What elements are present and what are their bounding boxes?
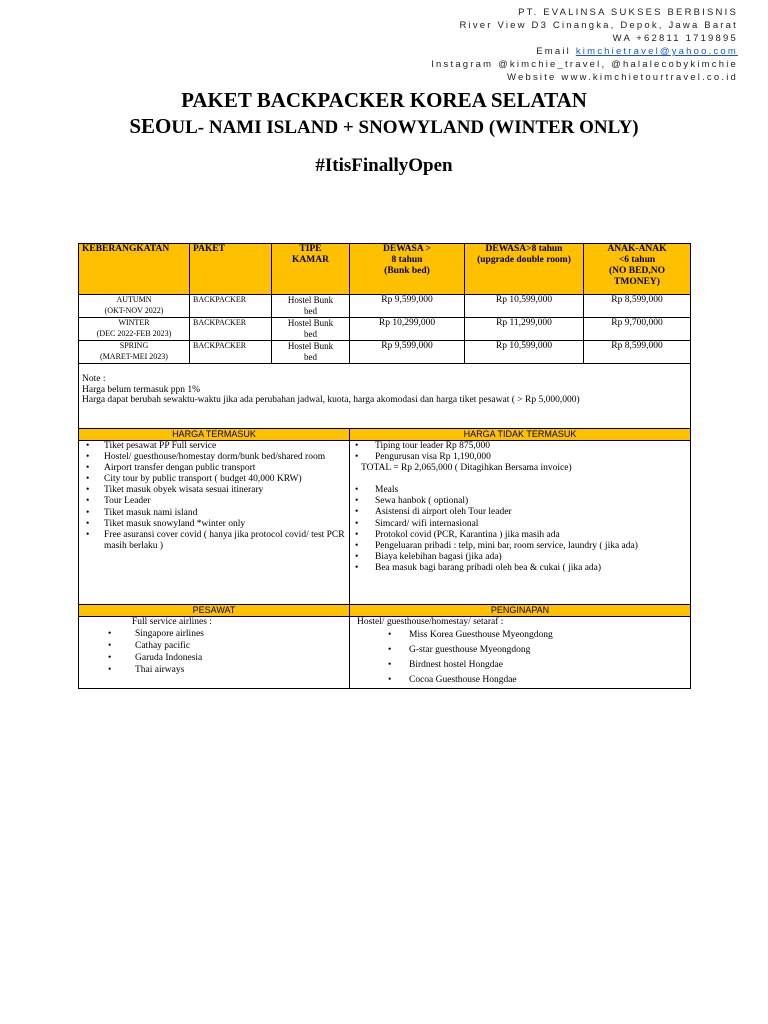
season-name: WINTER: [118, 318, 150, 327]
header-dewasa: [350, 244, 465, 295]
header-keberangkatan: KEBERANGKATAN: [79, 244, 190, 295]
list-item: • Sewa hanbok ( optional): [375, 496, 687, 507]
company-instagram: Instagram @kimchie_travel, @halalecobykimchie: [431, 59, 738, 70]
included-cell: [79, 441, 350, 605]
season-period: (MARET-MEI 2023): [100, 351, 168, 361]
accommodation-intro: Hostel/ guesthouse/homestay/ setaraf :: [357, 617, 504, 627]
included-header-row: [79, 429, 691, 441]
flight-title: PESAWAT: [79, 605, 350, 617]
header-anak-line1: ANAK-ANAK: [607, 244, 667, 254]
list-item: • G-star guesthouse Myeongdong: [409, 643, 687, 658]
page-title: PAKET BACKPACKER KOREA SELATAN: [181, 88, 587, 112]
included-list: [82, 441, 346, 552]
company-email-line: [431, 45, 738, 58]
list-item: • Protokol covid (PCR, Karantina ) jika masih ada: [375, 530, 687, 541]
list-item: • Tiket masuk nami island: [104, 508, 346, 519]
note-row: [79, 364, 691, 429]
email-link[interactable]: kimchietravel@yahoo.com: [575, 46, 738, 57]
list-item: • Biaya kelebihan bagasi (jika ada): [375, 552, 687, 563]
price-dewasa: Rp 9,599,000: [350, 295, 465, 318]
season-name: AUTUMN: [116, 295, 152, 304]
list-item: • Tiket masuk obyek wisata sesuai itinerary: [104, 485, 346, 496]
flight-cell: [79, 617, 350, 689]
kamar-cell: [272, 341, 350, 364]
company-address: River View D3 Cinangka, Depok, Jawa Barat: [459, 20, 738, 31]
subtitle-part-b: UL- NAMI ISLAND + SNOWYLAND (WINTER ONLY): [171, 117, 639, 138]
subtitle-part-a: SEO: [129, 114, 172, 138]
list-item: • Thai airways: [135, 664, 346, 676]
season-name: SPRING: [119, 341, 149, 350]
page-subtitle: [0, 114, 768, 139]
company-whatsapp: WA +62811 1719895: [612, 33, 738, 44]
table-row: [79, 341, 691, 364]
kamar-line2: bed: [304, 351, 317, 362]
header-dewasa-line3: (Bunk bed): [384, 266, 430, 276]
price-dewasa: Rp 10,299,000: [350, 318, 465, 341]
header-upgrade: [465, 244, 584, 295]
season-cell: [79, 341, 190, 364]
kamar-line1: Hostel Bunk: [287, 295, 334, 305]
kamar-line1: Hostel Bunk: [287, 318, 334, 328]
excluded-list: [353, 485, 687, 574]
header-upgrade-line2: (upgrade double room): [477, 255, 571, 265]
note-label: Note :: [82, 374, 106, 384]
paket-cell: BACKPACKER: [190, 295, 272, 318]
list-item: • Cocoa Guesthouse Hongdae: [409, 673, 687, 688]
list-item: • Tiket masuk snowyland *winter only: [104, 519, 346, 530]
email-label: Email: [536, 46, 571, 57]
company-name: PT. EVALINSA SUKSES BERBISNIS: [518, 7, 738, 18]
list-item: • City tour by public transport ( budget 40,000 KRW): [104, 474, 346, 485]
list-item: • Pengurusan visa Rp 1,190,000: [375, 452, 687, 463]
list-item: • Miss Korea Guesthouse Myeongdong: [409, 628, 687, 643]
transport-header-row: [79, 605, 691, 617]
header-anak-line4: TMONEY): [614, 277, 660, 287]
hashtag: #ItisFinallyOpen: [315, 155, 453, 176]
company-website: Website www.kimchietourtravel.co.id: [507, 72, 738, 83]
list-item: • Simcard/ wifi internasional: [375, 519, 687, 530]
excluded-cell: [350, 441, 691, 605]
list-item: • Meals: [375, 485, 687, 496]
hotel-list: [353, 628, 687, 688]
excluded-fees-list: [353, 441, 687, 463]
header-anak-line3: (NO BED,NO: [609, 266, 665, 276]
header-anak: [584, 244, 691, 295]
airline-list: [82, 628, 346, 676]
price-upgrade: Rp 11,299,000: [465, 318, 584, 341]
accommodation-title: PENGINAPAN: [350, 605, 691, 617]
list-item: • Hostel/ guesthouse/homestay dorm/bunk bed/shared room: [104, 452, 346, 463]
note-line-1: Harga belum termasuk ppn 1%: [82, 384, 201, 395]
header-dewasa-line1: DEWASA >: [383, 244, 431, 254]
list-item: • Bea masuk bagi barang pribadi oleh bea & cukai ( jika ada): [375, 563, 687, 574]
list-item: • Pengeluaran pribadi : telp, mini bar, room service, laundry ( jika ada): [375, 541, 687, 552]
transport-row: [79, 617, 691, 689]
price-upgrade: Rp 10,599,000: [465, 341, 584, 364]
table-row: [79, 295, 691, 318]
season-cell: [79, 295, 190, 318]
accommodation-cell: [350, 617, 691, 689]
note-line-2: Harga dapat berubah sewaktu-waktu jika ada perubahan jadwal, kuota, harga akomodasi dan harga tiket pesawat ( > Rp 5,000,000): [82, 395, 580, 405]
header-paket: PAKET: [190, 244, 272, 295]
list-item: • Garuda Indonesia: [135, 652, 346, 664]
flight-intro: Full service airlines :: [132, 617, 212, 627]
list-item: • Airport transfer dengan public transport: [104, 463, 346, 474]
season-period: (DEC 2022-FEB 2023): [96, 328, 172, 338]
price-anak: Rp 9,700,000: [584, 318, 691, 341]
included-title: HARGA TERMASUK: [79, 429, 350, 441]
list-item: • Tour Leader: [104, 496, 346, 507]
package-table: [78, 243, 691, 689]
season-period: (OKT-NOV 2022): [104, 305, 164, 315]
price-upgrade: Rp 10,599,000: [465, 295, 584, 318]
header-kamar-line: KAMAR: [292, 255, 329, 265]
paket-cell: BACKPACKER: [190, 318, 272, 341]
season-cell: [79, 318, 190, 341]
list-item: • Singapore airlines: [135, 628, 346, 640]
price-header-row: [79, 244, 691, 295]
list-item: • Cathay pacific: [135, 640, 346, 652]
price-anak: Rp 8,599,000: [584, 341, 691, 364]
list-item: • Tiping tour leader Rp 875,000: [375, 441, 687, 452]
kamar-cell: [272, 295, 350, 318]
list-item: • Free asuransi cover covid ( hanya jika protocol covid/ test PCR masih berlaku ): [104, 530, 346, 552]
table-row: [79, 318, 691, 341]
price-dewasa: Rp 9,599,000: [350, 341, 465, 364]
header-tipe-kamar: [272, 244, 350, 295]
excluded-total: TOTAL = Rp 2,065,000 ( Ditagihkan Bersama invoice): [361, 463, 572, 474]
spacer: [353, 474, 687, 485]
list-item: • Birdnest hostel Hongdae: [409, 658, 687, 673]
price-anak: Rp 8,599,000: [584, 295, 691, 318]
kamar-line2: bed: [304, 328, 317, 339]
header-anak-line2: <6 tahun: [618, 255, 656, 265]
included-row: [79, 441, 691, 605]
list-item: • Asistensi di airport oleh Tour leader: [375, 507, 687, 518]
paket-cell: BACKPACKER: [190, 341, 272, 364]
note-cell: [79, 364, 691, 429]
header-upgrade-line1: DEWASA>8 tahun: [485, 244, 563, 254]
kamar-cell: [272, 318, 350, 341]
list-item: • Tiket pesawat PP Full service: [104, 441, 346, 452]
company-header: [431, 6, 738, 84]
excluded-title: HARGA TIDAK TERMASUK: [350, 429, 691, 441]
kamar-line2: bed: [304, 305, 317, 316]
kamar-line1: Hostel Bunk: [287, 341, 334, 351]
header-tipe-line: TIPE: [299, 244, 322, 254]
header-dewasa-line2: 8 tahun: [391, 255, 423, 265]
